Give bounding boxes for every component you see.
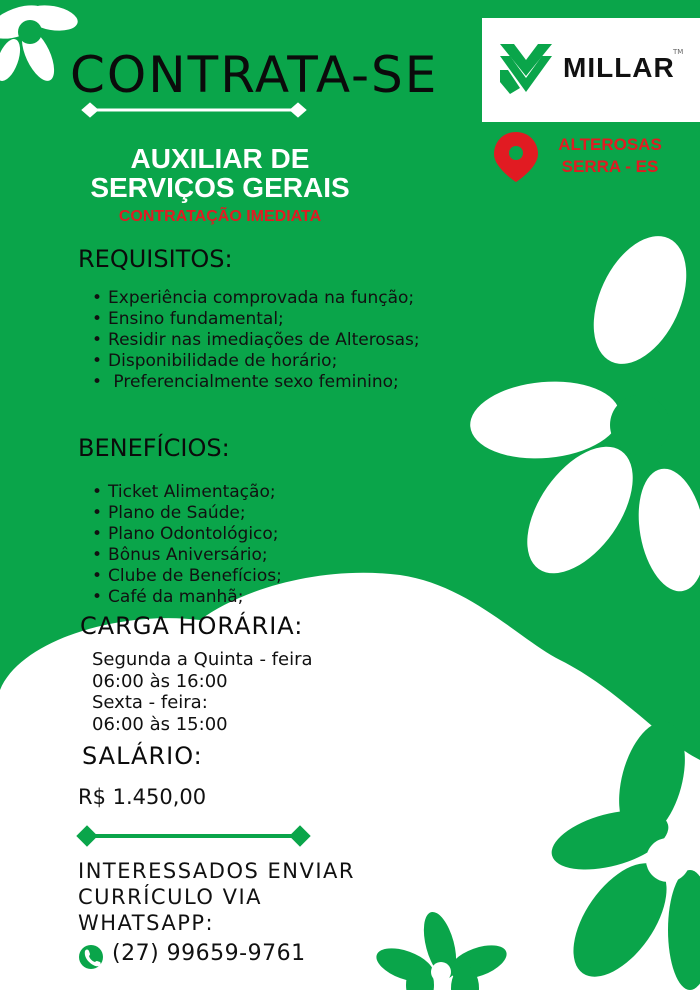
whatsapp-icon: [79, 945, 103, 969]
schedule-line: Sexta - feira:: [92, 692, 208, 713]
location-text: [535, 134, 685, 178]
schedule-line: 06:00 às 15:00: [92, 713, 228, 735]
beneficios-heading: BENEFÍCIOS:: [78, 434, 230, 462]
list-item: • Bônus Aniversário;: [92, 545, 282, 566]
carga-heading: CARGA HORÁRIA:: [80, 612, 304, 640]
location-pin-icon: [494, 132, 538, 182]
salario-value: R$ 1.450,00: [78, 785, 207, 809]
phone-number[interactable]: (27) 99659-9761: [112, 941, 306, 966]
location-line: ALTEROSAS: [558, 135, 662, 154]
list-item: • Clube de Benefícios;: [92, 566, 282, 587]
schedule: [92, 649, 313, 735]
list-item: • Residir nas imediações de Alterosas;: [92, 330, 420, 351]
list-item: • Preferencialmente sexo feminino;: [92, 372, 420, 393]
list-item: • Ticket Alimentação;: [92, 482, 282, 503]
list-item: • Ensino fundamental;: [92, 309, 420, 330]
schedule-line: Segunda a Quinta - feira: [92, 649, 313, 670]
job-title-line: AUXILIAR DE: [130, 143, 310, 174]
divider-line: [82, 103, 306, 117]
salario-heading: SALÁRIO:: [82, 742, 203, 770]
brand-name: MILLAR: [563, 52, 675, 83]
trademark: TM: [673, 48, 684, 56]
schedule-line: 06:00 às 16:00: [92, 670, 228, 692]
job-title: [40, 144, 400, 202]
list-item: • Plano Odontológico;: [92, 524, 282, 545]
contact-line: WHATSAPP:: [78, 911, 215, 935]
millar-logo-icon: [500, 44, 552, 94]
list-item: • Café da manhã;: [92, 587, 282, 608]
flower-decoration: [467, 221, 700, 596]
list-item: • Plano de Saúde;: [92, 503, 282, 524]
beneficios-list: [92, 482, 282, 608]
contact-line: INTERESSADOS ENVIAR: [78, 859, 355, 883]
contact-instructions: [78, 858, 355, 936]
requisitos-list: [92, 288, 420, 393]
contact-line: CURRÍCULO VIA: [78, 885, 263, 909]
page-title: CONTRATA-SE: [70, 46, 439, 104]
job-subtitle: CONTRATAÇÃO IMEDIATA: [118, 208, 322, 225]
list-item: • Disponibilidade de horário;: [92, 351, 420, 372]
list-item: • Experiência comprovada na função;: [92, 288, 420, 309]
job-title-line: SERVIÇOS GERAIS: [90, 172, 350, 203]
location-line: SERRA - ES: [561, 157, 659, 176]
requisitos-heading: REQUISITOS:: [78, 245, 233, 273]
flower-decoration: [0, 0, 80, 85]
